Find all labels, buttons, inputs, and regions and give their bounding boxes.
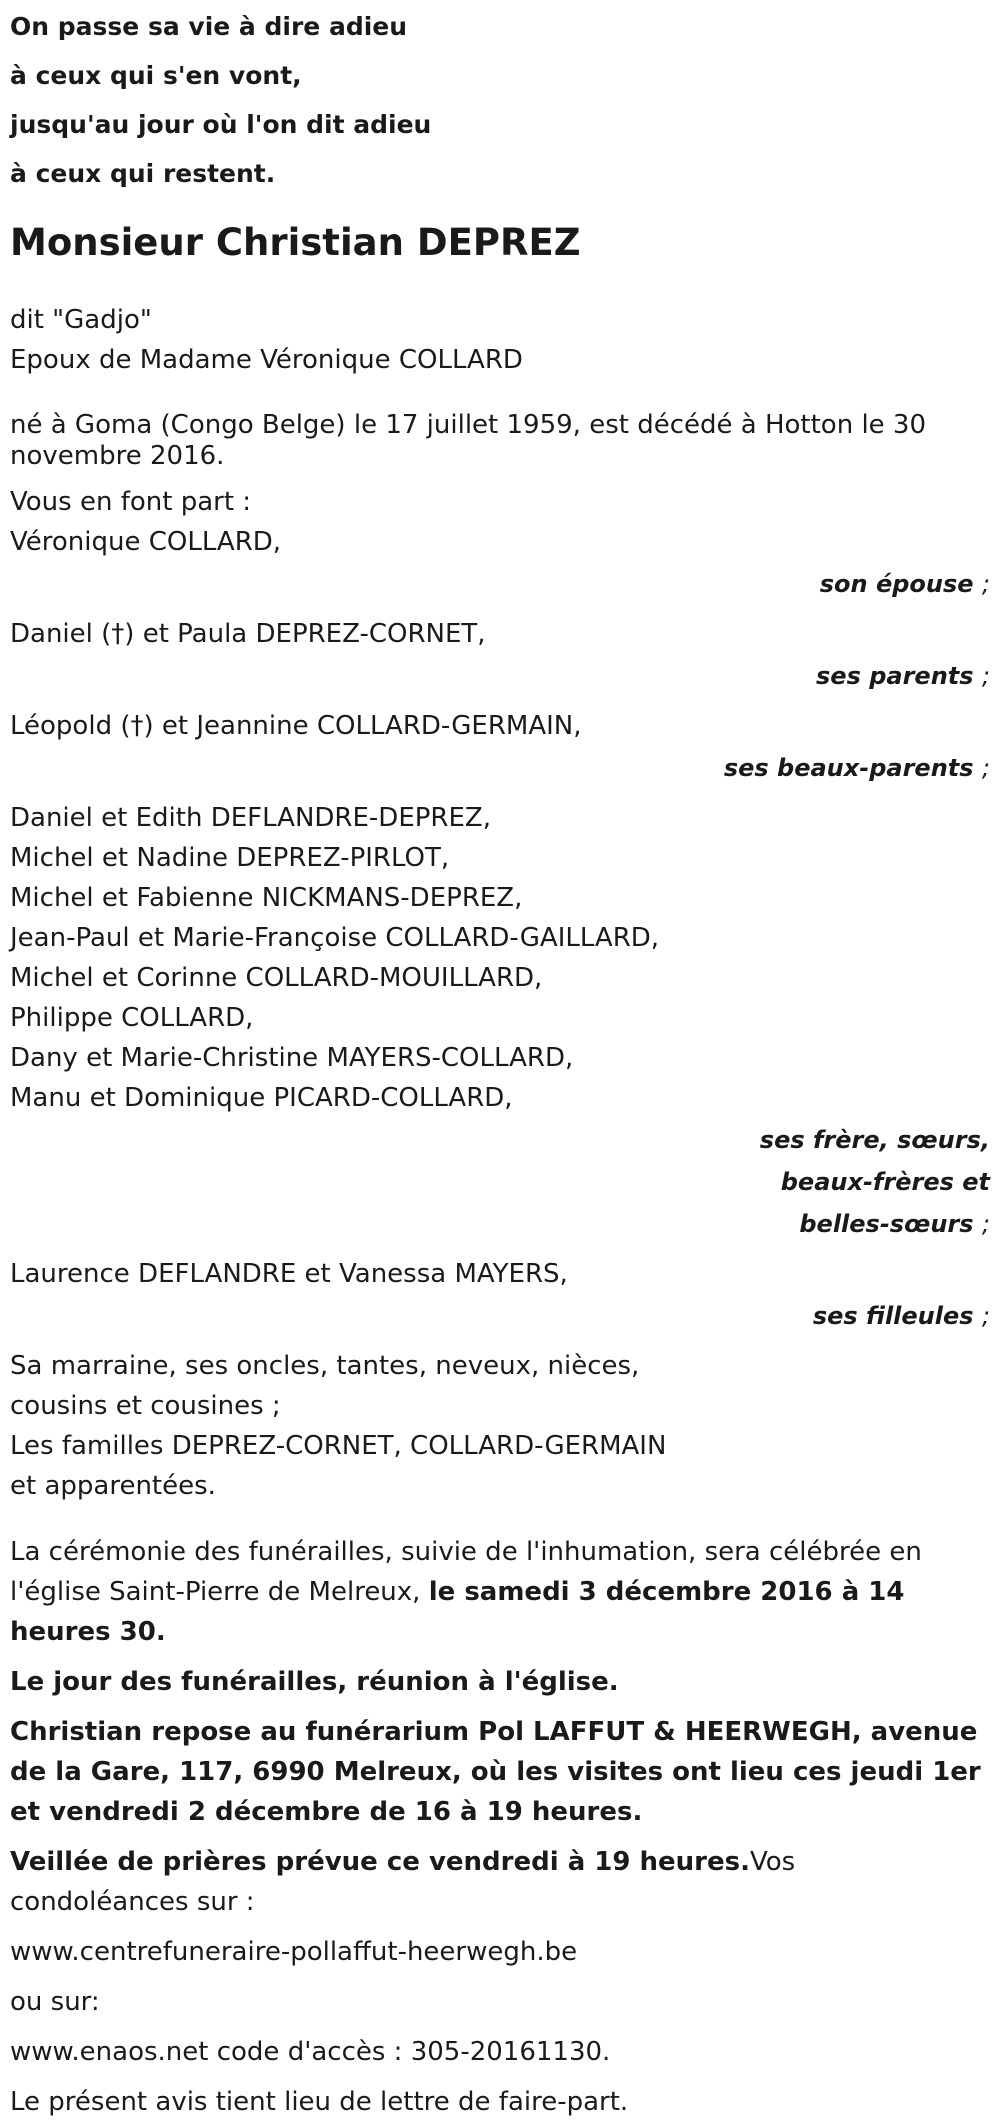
relative-role-text: belles-sœurs xyxy=(799,1210,974,1238)
poem-line: jusqu'au jour où l'on dit adieu xyxy=(10,110,432,139)
role-semicolon: ; xyxy=(981,1302,990,1330)
relative-role xyxy=(10,748,990,788)
relative-role xyxy=(10,1204,990,1244)
poem xyxy=(10,0,990,198)
or-on: ou sur: xyxy=(10,1987,100,2017)
poem-line: On passe sa vie à dire adieu xyxy=(10,12,408,41)
relative-entry xyxy=(10,522,990,604)
birth-death: né à Goma (Congo Belge) le 17 juillet 1959, est décédé à Hotton le 30 novembre 2016. xyxy=(10,410,927,471)
role-semicolon: ; xyxy=(981,570,990,598)
deceased-name: Monsieur Christian DEPREZ xyxy=(10,221,581,264)
poem-line: à ceux qui restent. xyxy=(10,159,276,188)
spouse-line: Epoux de Madame Véronique COLLARD xyxy=(10,345,523,375)
relative-name: Daniel et Edith DEFLANDRE-DEPREZ, xyxy=(10,803,491,833)
relative-name: Philippe COLLARD, xyxy=(10,1003,254,1033)
other-relatives xyxy=(10,1346,990,1506)
vigil-bold: Veillée de prières prévue ce vendredi à 19 heures. xyxy=(10,1847,750,1877)
relative-name: Laurence DEFLANDRE et Vanessa MAYERS, xyxy=(10,1259,568,1289)
website-2: www.enaos.net code d'accès : 305-20161130. xyxy=(10,2037,611,2067)
poem-line: à ceux qui s'en vont, xyxy=(10,61,302,90)
relative-name: Manu et Dominique PICARD-COLLARD, xyxy=(10,1083,513,1113)
ceremony xyxy=(10,1532,990,1652)
other-line: Sa marraine, ses oncles, tantes, neveux, nièces, xyxy=(10,1351,640,1381)
ceremony-text: La cérémonie des funérailles, suivie de l'inhumation, sera célébrée en l'église Saint-Pierre de Melreux, xyxy=(10,1537,922,1607)
website-1: www.centrefuneraire-pollaffut-heerwegh.be xyxy=(10,1937,578,1967)
relative-name: Michel et Fabienne NICKMANS-DEPREZ, xyxy=(10,883,523,913)
relative-role-text: ses parents xyxy=(816,662,974,690)
relative-entry xyxy=(10,614,990,696)
meeting: Le jour des funérailles, réunion à l'église. xyxy=(10,1667,619,1697)
relative-name: Daniel (†) et Paula DEPREZ-CORNET, xyxy=(10,619,486,649)
role-semicolon: ; xyxy=(981,1210,990,1238)
relative-name: Jean-Paul et Marie-Françoise COLLARD-GAILLARD, xyxy=(10,923,660,953)
relative-entry xyxy=(10,798,990,1244)
relative-role xyxy=(10,1120,990,1160)
relative-role-text: beaux-frères et xyxy=(780,1168,990,1196)
obituary-page xyxy=(10,0,990,2122)
vigil xyxy=(10,1842,950,1922)
relatives-list xyxy=(10,522,990,1336)
other-line: Les familles DEPREZ-CORNET, COLLARD-GERMAIN xyxy=(10,1431,667,1461)
other-line: cousins et cousines ; xyxy=(10,1391,281,1421)
relative-role xyxy=(10,656,990,696)
ceremony-date: le samedi 3 décembre 2016 à 14 heures 30. xyxy=(10,1577,905,1647)
relative-role xyxy=(10,564,990,604)
relative-role-text: ses frère, sœurs, xyxy=(759,1126,990,1154)
role-semicolon: ; xyxy=(981,754,990,782)
relative-role xyxy=(10,1162,990,1202)
relative-name: Véronique COLLARD, xyxy=(10,527,282,557)
relative-name: Dany et Marie-Christine MAYERS-COLLARD, xyxy=(10,1043,574,1073)
relative-name: Michel et Corinne COLLARD-MOUILLARD, xyxy=(10,963,543,993)
relative-role-text: ses beaux-parents xyxy=(723,754,974,782)
closing: Le présent avis tient lieu de lettre de faire-part. xyxy=(10,2087,629,2117)
relative-entry xyxy=(10,706,990,788)
relative-name: Michel et Nadine DEPREZ-PIRLOT, xyxy=(10,843,450,873)
repose: Christian repose au funérarium Pol LAFFUT & HEERWEGH, avenue de la Gare, 117, 6990 Melreux, où les visites ont lieu ces jeudi 1er et vendredi 2 décembre de 16 à 19 heures. xyxy=(10,1717,981,1827)
nickname: dit "Gadjo" xyxy=(10,305,152,335)
relative-role-text: son épouse xyxy=(819,570,974,598)
vigil-text: Vos condoléances sur : xyxy=(10,1847,796,1917)
role-semicolon: ; xyxy=(981,662,990,690)
other-line: et apparentées. xyxy=(10,1471,216,1501)
intro: Vous en font part : xyxy=(10,487,252,517)
relative-name: Léopold (†) et Jeannine COLLARD-GERMAIN, xyxy=(10,711,582,741)
relative-role xyxy=(10,1296,990,1336)
relative-role-text: ses filleules xyxy=(812,1302,974,1330)
relative-entry xyxy=(10,1254,990,1336)
